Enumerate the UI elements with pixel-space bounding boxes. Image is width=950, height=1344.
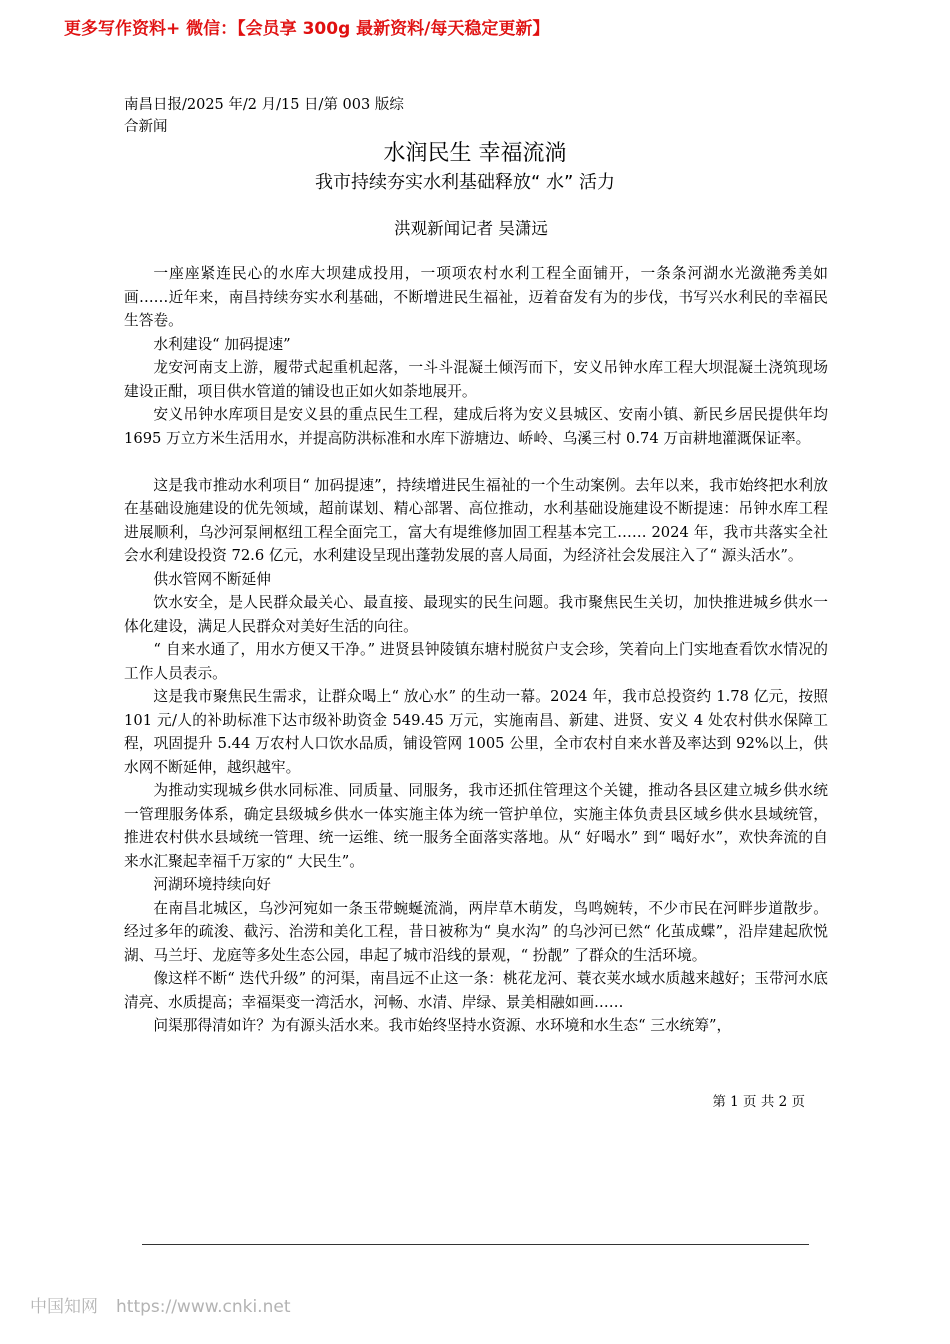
article-subtitle: 我市持续夯实水利基础释放“ 水” 活力 bbox=[314, 172, 616, 193]
paragraph: “ 自来水通了，用水方便又干净。” 进贤县钟陵镇东塘村脱贫户支会珍，笑着向上门实地查看饮水情况的工作人员表示。 bbox=[124, 641, 828, 682]
section-heading: 河湖环境持续向好 bbox=[153, 876, 271, 893]
paragraph: 这是我市聚焦民生需求，让群众喝上“ 放心水” 的生动一幕。2024 年，我市总投资约 1.78 亿元，按照 101 元/人的补助标准下达市级补助资金 549.45 万元，实施南昌、新建、进贤、安义 4 处农村供水保障工程，巩固提升 5.44 万农村人口饮水品质，铺设管网 1005 公里，全市农村自来水普及率达到 92%以上，供水网不断延伸，越织越牢。 bbox=[124, 688, 828, 776]
section-heading: 供水管网不断延伸 bbox=[153, 570, 271, 588]
paragraph: 像这样不断“ 迭代升级” 的河渠，南昌远不止这一条：桃花龙河、蓑衣荚水域水质越来越好；玉带河水底清亮、水质提高；幸福渠变一湾活水，河畅、水清、岸绿、景美相融如画…… bbox=[124, 970, 828, 1011]
watermark-footer bbox=[30, 1292, 290, 1317]
paragraph: 为推动实现城乡供水同标准、同质量、同服务，我市还抓住管理这个关键，推动各县区建立城乡供水统一管理服务体系，确定县级城乡供水一体实施主体为统一管护单位，实施主体负责县区域乡供水县域统管，推进农村供水县域统一管理、统一运维、统一服务全面落实落地。从“ 好喝水” 到“ 喝好水”，欢快奔流的自来水汇聚起幸福千万家的“ 大民生”。 bbox=[124, 782, 828, 870]
cnki-brand: 中国知网 bbox=[30, 1297, 98, 1317]
paragraph: 这是我市推动水利项目“ 加码提速”，持续增进民生福祉的一个生动案例。去年以来，我市始终把水利放在基础设施建设的优先领域，超前谋划、精心部署、高位推动，水利基础设施建设不断提速：吊钟水库工程进展顺利，乌沙河泵闸枢纽工程全面完工，富大有堤维修加固工程基本完工…… 2024 年，我市共落实全社会水利建设投资 72.6 亿元，水利建设呈现出蓬勃发展的喜人局面，为经济社会发展注入了“ 源头活水”。 bbox=[124, 476, 828, 564]
footer-divider bbox=[142, 1244, 809, 1245]
source-line: 南昌日报/2025 年/2 月/15 日/第 003 版综合新闻 bbox=[124, 97, 404, 135]
paragraph: 在南昌北城区，乌沙河宛如一条玉带蜿蜒流淌，两岸草木萌发，鸟鸣婉转，不少市民在河畔步道散步。经过多年的疏浚、截污、治涝和美化工程，昔日被称为“ 臭水沟” 的乌沙河已然“ 化茧成蝶”，沿岸建起欣悦湖、马兰圩、龙庭等多处生态公园，串起了城市沿线的景观，“ 扮靓” 了群众的生活环境。 bbox=[124, 899, 828, 964]
paragraph: 龙安河南支上游，履带式起重机起落，一斗斗混凝土倾泻而下，安义吊钟水库工程大坝混凝土浇筑现场建设正酣，项目供水管道的铺设也正如火如荼地展开。 bbox=[124, 359, 828, 400]
article-byline: 洪观新闻记者 吴潇远 bbox=[394, 219, 548, 238]
article-body bbox=[124, 262, 828, 1038]
paragraph: 问渠那得清如许？为有源头活水来。我市始终坚持水资源、水环境和水生态“ 三水统筹”， bbox=[153, 1017, 732, 1034]
cnki-url: https://www.cnki.net bbox=[116, 1297, 291, 1317]
paragraph: 安义吊钟水库项目是安义县的重点民生工程，建成后将为安义县城区、安南小镇、新民乡居民提供年均 1695 万立方米生活用水，并提高防洪标准和水库下游塘边、峤岭、乌溪三村 0.74 万亩耕地灌溉保证率。 bbox=[124, 406, 828, 447]
paragraph: 一座座紧连民心的水库大坝建成投用，一项项农村水利工程全面铺开，一条条河湖水光潋滟秀美如画……近年来，南昌持续夯实水利基础，不断增进民生福祉，迈着奋发有为的步伐，书写兴水利民的幸福民生答卷。 bbox=[124, 265, 828, 329]
promo-banner: 更多写作资料+ 微信：【会员享 300g 最新资料/每天稳定更新】 bbox=[64, 19, 550, 39]
paragraph: 饮水安全，是人民群众最关心、最直接、最现实的民生问题。我市聚焦民生关切，加快推进城乡供水一体化建设，满足人民群众对美好生活的向往。 bbox=[124, 594, 828, 635]
article-title: 水润民生 幸福流淌 bbox=[383, 141, 567, 166]
page-number: 第 1 页 共 2 页 bbox=[712, 1094, 805, 1110]
section-heading: 水利建设“ 加码提速” bbox=[153, 335, 291, 353]
